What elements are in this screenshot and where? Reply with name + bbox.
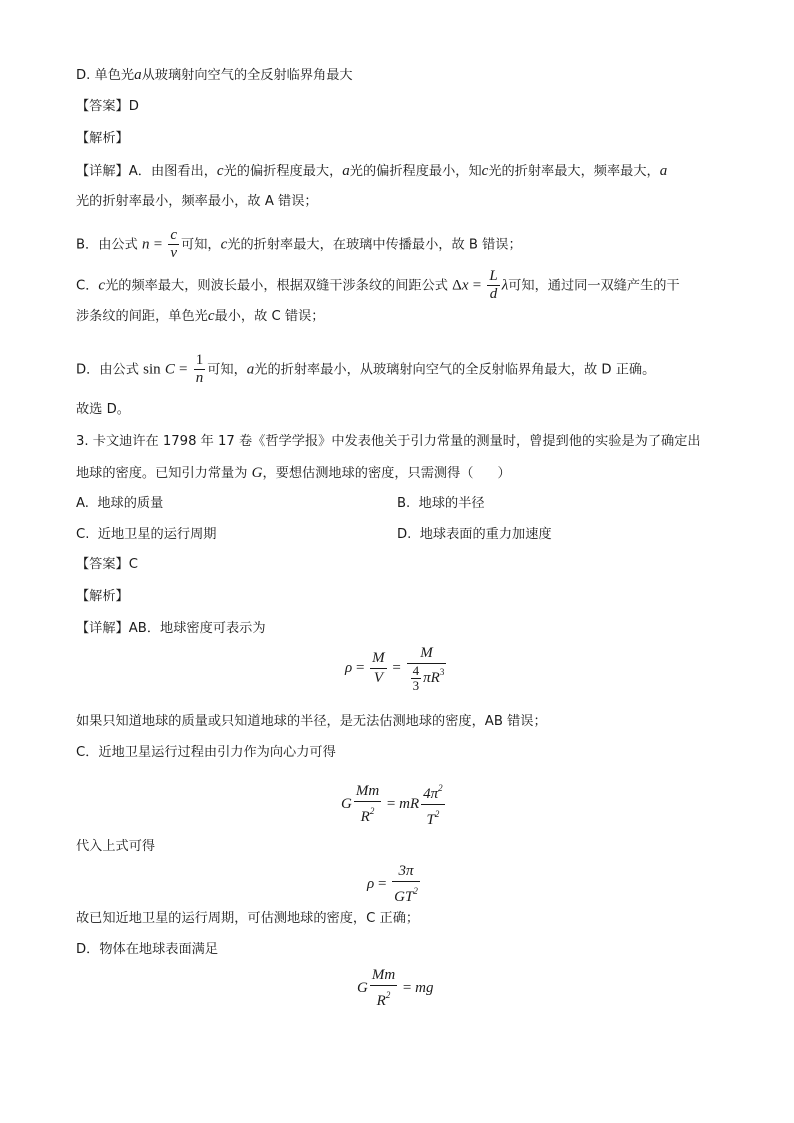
four-pi: 4π bbox=[423, 786, 439, 802]
option-text: 地球的半径 bbox=[418, 496, 485, 511]
d-text-line bbox=[76, 940, 218, 960]
var-R: R bbox=[376, 993, 386, 1009]
var-G: G bbox=[341, 796, 352, 812]
var-C: C bbox=[164, 361, 175, 378]
fraction-m-over-v bbox=[370, 649, 387, 688]
var-c: c bbox=[481, 163, 489, 179]
denominator: v bbox=[170, 245, 178, 261]
option-label: B. bbox=[397, 496, 411, 511]
analysis-tag: 【解析】 bbox=[76, 131, 129, 146]
detail-text: 故已知近地卫星的运行周期，可估测地球的密度，C 正确； bbox=[76, 911, 420, 926]
var-a: a bbox=[342, 163, 350, 179]
exponent: 2 bbox=[369, 806, 375, 816]
equation-surface-gravity bbox=[357, 966, 433, 1011]
detail-text: B．由公式 bbox=[76, 237, 138, 253]
detail-text: 光的折射率最小，频率最小，故 A 错误； bbox=[76, 194, 318, 209]
detail-tag: 【详解】 bbox=[76, 164, 129, 179]
answer-tag: 【答案】 bbox=[76, 99, 129, 114]
choose-text: 故选 D。 bbox=[76, 402, 130, 417]
equation-density bbox=[345, 644, 448, 693]
detail-text: 光的折射率最大，在玻璃中传播最小，故 B 错误； bbox=[227, 237, 522, 253]
var-mg: mg bbox=[415, 980, 434, 996]
var-c: c bbox=[220, 236, 228, 253]
equals-sign: = bbox=[392, 660, 401, 676]
numerator: M bbox=[370, 649, 387, 669]
fraction-4pi2-over-t2 bbox=[421, 779, 445, 830]
symbol-rho: ρ bbox=[367, 876, 375, 892]
var-T: T bbox=[426, 812, 435, 828]
option-label: A. bbox=[76, 496, 89, 511]
c-text-line bbox=[76, 743, 336, 763]
detail-text: 代入上式可得 bbox=[76, 839, 156, 854]
var-lambda: λ bbox=[501, 277, 509, 294]
var-R: R bbox=[430, 670, 440, 686]
numerator: 4 bbox=[412, 663, 420, 678]
option-d-text: 从玻璃射向空气的全反射临界角最大 bbox=[141, 68, 353, 83]
option-label: D. bbox=[397, 527, 412, 542]
var-G: G bbox=[251, 465, 263, 481]
equation-density-result bbox=[367, 862, 422, 907]
var-c: c bbox=[207, 308, 215, 324]
q3-option-d bbox=[397, 525, 552, 545]
detail-line-1a bbox=[76, 161, 667, 182]
fraction-mm-over-r2 bbox=[370, 966, 397, 1011]
denominator bbox=[421, 805, 445, 830]
numerator: M bbox=[407, 644, 447, 664]
q3-stem-line-2 bbox=[76, 463, 511, 484]
detail-line-b bbox=[76, 227, 522, 262]
equals-sign: = bbox=[377, 876, 387, 892]
q3-stem-text: 地球的密度。已知引力常量为 bbox=[76, 466, 252, 481]
detail-text: C． bbox=[76, 278, 99, 294]
fraction-3pi-over-gt2 bbox=[392, 862, 420, 907]
c-conclusion-line bbox=[76, 909, 419, 929]
q3-stem-text: ，要想估测地球的密度，只需测得（ bbox=[262, 466, 474, 481]
detail-text: 光的偏折程度最大， bbox=[223, 164, 343, 179]
denominator bbox=[370, 986, 397, 1011]
numerator: c bbox=[170, 227, 178, 243]
denominator: V bbox=[373, 670, 383, 686]
var-a: a bbox=[246, 361, 255, 378]
analysis-line-1 bbox=[76, 129, 129, 149]
var-R: R bbox=[360, 809, 370, 825]
equals-sign: = bbox=[386, 796, 396, 812]
detail-tag: 【详解】 bbox=[76, 621, 129, 636]
var-c: c bbox=[216, 163, 224, 179]
exponent: 2 bbox=[438, 783, 443, 793]
choose-line bbox=[76, 400, 130, 420]
var-a: a bbox=[134, 67, 142, 83]
detail-line-c1 bbox=[76, 268, 680, 303]
fraction-mm-over-r2 bbox=[354, 782, 381, 827]
fraction-4-over-3 bbox=[411, 664, 422, 693]
numerator: L bbox=[489, 268, 498, 284]
q3-stem-line-1 bbox=[76, 432, 701, 452]
q3-stem-text: ） bbox=[497, 466, 511, 481]
detail-line-d bbox=[76, 352, 655, 387]
symbol-rho: ρ bbox=[345, 660, 353, 676]
exponent: 3 bbox=[439, 666, 445, 677]
equals-sign: = bbox=[153, 236, 163, 253]
numerator: 3π bbox=[392, 862, 420, 882]
detail-text: 如果只知道地球的质量或只知道地球的半径，是无法估测地球的密度，AB 错误； bbox=[76, 714, 547, 729]
var-GT: GT bbox=[394, 889, 414, 905]
exponent: 2 bbox=[413, 886, 418, 896]
sin-function: sin bbox=[143, 361, 161, 378]
var-c: c bbox=[98, 277, 106, 294]
detail-text: D．由公式 bbox=[76, 362, 139, 378]
detail-text: 最小，故 C 错误； bbox=[214, 309, 325, 324]
fraction-1-over-n bbox=[194, 352, 206, 387]
detail-line-c2 bbox=[76, 306, 324, 327]
answer-value: D bbox=[128, 99, 139, 114]
option-text: 地球的质量 bbox=[97, 496, 164, 511]
detail-text: 光的折射率最小，从玻璃射向空气的全反射临界角最大，故 D 正确。 bbox=[254, 362, 656, 378]
var-x: x bbox=[461, 277, 469, 294]
var-a: a bbox=[659, 163, 668, 179]
denominator bbox=[354, 802, 381, 827]
detail-text: 可知， bbox=[181, 237, 221, 253]
analysis-line-2 bbox=[76, 587, 129, 607]
substitute-line bbox=[76, 837, 155, 857]
detail-text: A．由图看出， bbox=[128, 164, 217, 179]
denominator: n bbox=[195, 370, 204, 386]
fraction-l-over-d bbox=[487, 268, 499, 303]
exponent: 2 bbox=[434, 809, 440, 819]
detail-line-ab bbox=[76, 619, 266, 639]
delta-symbol: Δ bbox=[452, 277, 462, 294]
equation-gravity-centripetal bbox=[341, 779, 447, 830]
denominator bbox=[392, 882, 420, 907]
detail-text: 光的偏折程度最小，知 bbox=[349, 164, 482, 179]
denominator: d bbox=[489, 286, 498, 302]
numerator bbox=[421, 779, 445, 805]
answer-tag: 【答案】 bbox=[76, 557, 129, 572]
var-mR: mR bbox=[399, 796, 420, 812]
numerator: Mm bbox=[354, 782, 381, 802]
symbol-pi: π bbox=[423, 670, 431, 686]
analysis-tag: 【解析】 bbox=[76, 589, 129, 604]
detail-line-1b bbox=[76, 192, 318, 212]
option-d-prefix: D. 单色光 bbox=[76, 68, 135, 83]
detail-text: D．物体在地球表面满足 bbox=[76, 942, 219, 957]
fraction-m-over-volume bbox=[407, 644, 447, 693]
q3-option-a bbox=[76, 494, 163, 514]
exponent: 2 bbox=[385, 990, 391, 1000]
option-text: 地球表面的重力加速度 bbox=[419, 527, 552, 542]
equals-sign: = bbox=[402, 980, 412, 996]
option-d-previous bbox=[76, 65, 353, 86]
after-eq1-line bbox=[76, 712, 547, 732]
detail-text: 光的折射率最大，频率最大， bbox=[488, 164, 660, 179]
option-text: 近地卫星的运行周期 bbox=[97, 527, 217, 542]
numerator: Mm bbox=[370, 966, 397, 986]
option-label: C. bbox=[76, 527, 90, 542]
detail-text: 可知， bbox=[207, 362, 247, 378]
denominator-volume bbox=[407, 664, 447, 693]
answer-line-2 bbox=[76, 555, 138, 575]
detail-text: C．近地卫星运行过程由引力作为向心力可得 bbox=[76, 745, 336, 760]
numerator: 1 bbox=[195, 352, 204, 368]
detail-text: 可知，通过同一双缝产生的干 bbox=[508, 278, 680, 294]
q3-option-b bbox=[397, 494, 485, 514]
detail-text: 涉条纹的间距，单色光 bbox=[76, 309, 208, 324]
detail-text: 光的频率最大，则波长最小，根据双缝干涉条纹的间距公式 bbox=[105, 278, 448, 294]
detail-text: AB．地球密度可表示为 bbox=[128, 621, 266, 636]
var-G: G bbox=[357, 980, 368, 996]
q3-option-c bbox=[76, 525, 216, 545]
q3-stem-text: 3. 卡文迪许在 1798 年 17 卷《哲学学报》中发表他关于引力常量的测量时，曾提到他的实验是为了确定出 bbox=[76, 434, 701, 449]
equals-sign: = bbox=[179, 361, 188, 378]
fraction-c-over-v bbox=[168, 227, 179, 262]
equals-sign: = bbox=[472, 277, 482, 294]
denominator: 3 bbox=[412, 678, 420, 693]
equals-sign: = bbox=[355, 660, 365, 676]
answer-line-1 bbox=[76, 97, 139, 117]
answer-value: C bbox=[128, 557, 138, 572]
var-n: n bbox=[142, 236, 150, 253]
